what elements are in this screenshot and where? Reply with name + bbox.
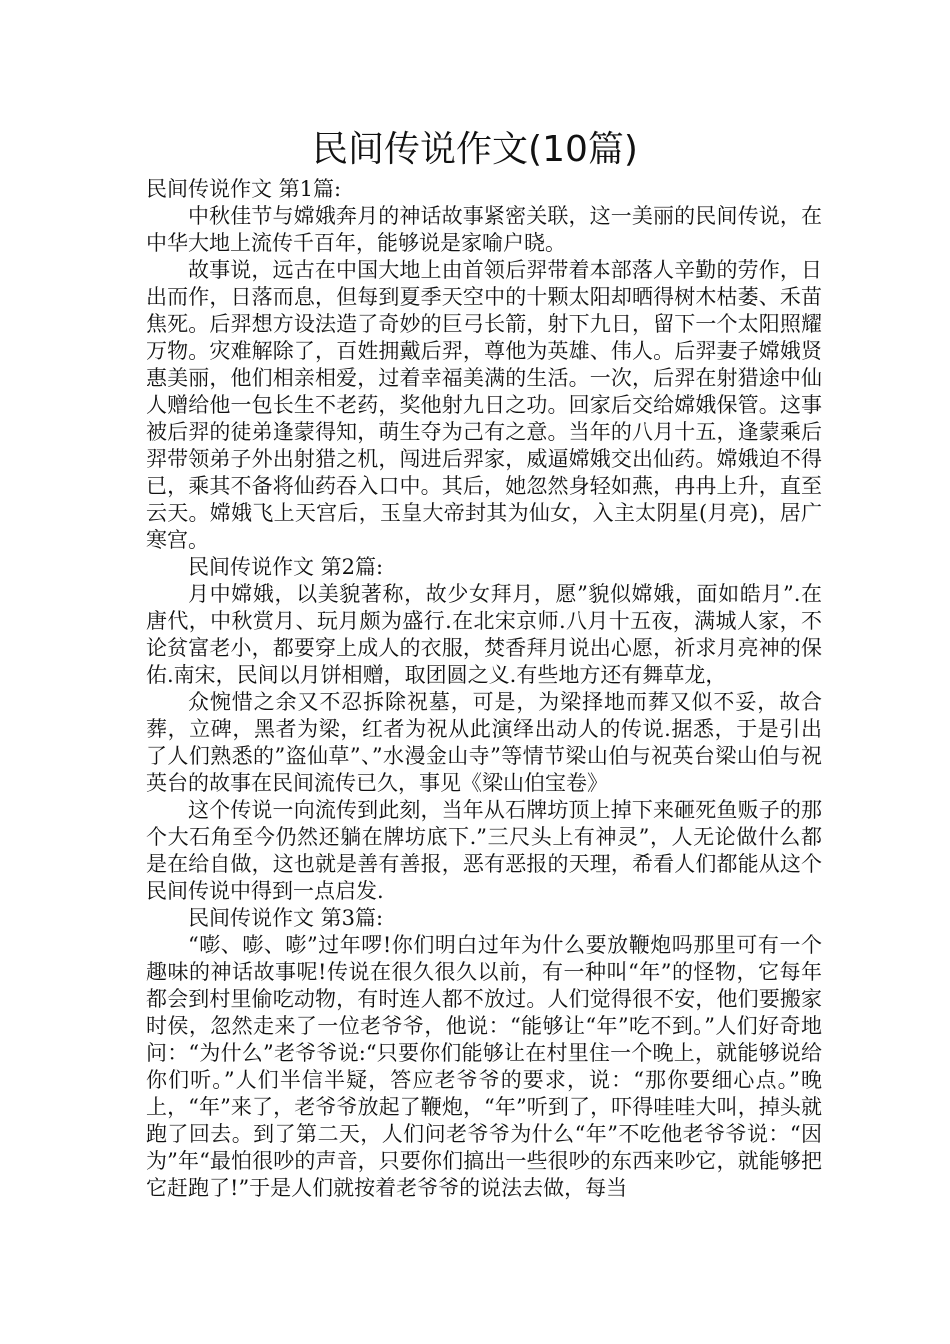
paragraph: 众惋惜之余又不忍拆除祝墓，可是，为梁择地而葬又似不妥，故合葬，立碑，黑者为梁，红者为祝从此演绎出动人的传说.据悉，于是引出了人们熟悉的”盗仙草”、”水漫金山寺”等情节梁山伯与祝英台梁山伯与祝英台的故事在民间流传已久，事见《梁山伯宝卷》 xyxy=(146,690,822,795)
section-heading-3: 民间传说作文 第3篇: xyxy=(188,906,384,930)
document-title: 民间传说作文(10篇) xyxy=(312,129,638,170)
paragraph: “嘭、嘭、嘭”过年啰!你们明白过年为什么要放鞭炮吗那里可有一个趣味的神话故事呢!传说在很久很久以前，有一种叫“年”的怪物，它每年都会到村里偷吃动物，有时连人都不放过。人们觉得很不安，他们要搬家时侯，忽然走来了一位老爷爷，他说：“能够让“年”吃不到。”人们好奇地问：“为什么”老爷爷说:“只要你们能够让在村里住一个晚上，就能够说给你们听。”人们半信半疑，答应老爷爷的要求，说：“那你要细心点。”晚上，“年”来了，老爷爷放起了鞭炮，“年”听到了，吓得哇哇大叫，掉头就跑了回去。到了第二天，人们问老爷爷为什么“年”不吃他老爷爷说：“因为”年“最怕很吵的声音，只要你们搞出一些很吵的东西来吵它，就能够把它赶跑了!”于是人们就按着老爷爷的说法去做，每当 xyxy=(146,933,822,1200)
document-body xyxy=(146,176,822,1202)
section-heading-1: 民间传说作文 第1篇: xyxy=(146,177,342,201)
paragraph: 这个传说一向流传到此刻，当年从石牌坊顶上掉下来砸死鱼贩子的那个大石角至今仍然还躺在牌坊底下.”三尺头上有神灵”，人无论做什么都是在给自做，这也就是善有善报，恶有恶报的天理，希看人们都能从这个民间传说中得到一点启发. xyxy=(146,798,822,903)
paragraph: 故事说，远古在中国大地上由首领后羿带着本部落人辛勤的劳作，日出而作，日落而息，但每到夏季天空中的十颗太阳却晒得树木枯萎、禾苗焦死。后羿想方设法造了奇妙的巨弓长箭，射下九日，留下一个太阳照耀万物。灾难解除了，百姓拥戴后羿，尊他为英雄、伟人。后羿妻子嫦娥贤惠美丽，他们相亲相爱，过着幸福美满的生活。一次，后羿在射猎途中仙人赠给他一包长生不老药，奖他射九日之功。回家后交给嫦娥保管。这事被后羿的徒弟逢蒙得知，萌生夺为己有之意。当年的八月十五，逢蒙乘后羿带领弟子外出射猎之机，闯进后羿家，威逼嫦娥交出仙药。嫦娥迫不得已，乘其不备将仙药吞入口中。其后，她忽然身轻如燕，冉冉上升，直至云天。嫦娥飞上天宫后，玉皇大帝封其为仙女，入主太阴星(月亮)，居广寒宫。 xyxy=(146,258,822,552)
paragraph: 中秋佳节与嫦娥奔月的神话故事紧密关联，这一美丽的民间传说，在中华大地上流传千百年，能够说是家喻户晓。 xyxy=(146,204,822,255)
section-heading-2: 民间传说作文 第2篇: xyxy=(188,555,384,579)
paragraph: 月中嫦娥，以美貌著称，故少女拜月，愿”貌似嫦娥，面如皓月”.在唐代，中秋赏月、玩月颇为盛行.在北宋京师.八月十五夜，满城人家，不论贫富老小，都要穿上成人的衣服，焚香拜月说出心愿，祈求月亮神的保佑.南宋，民间以月饼相赠，取团圆之义.有些地方还有舞草龙， xyxy=(146,582,822,687)
